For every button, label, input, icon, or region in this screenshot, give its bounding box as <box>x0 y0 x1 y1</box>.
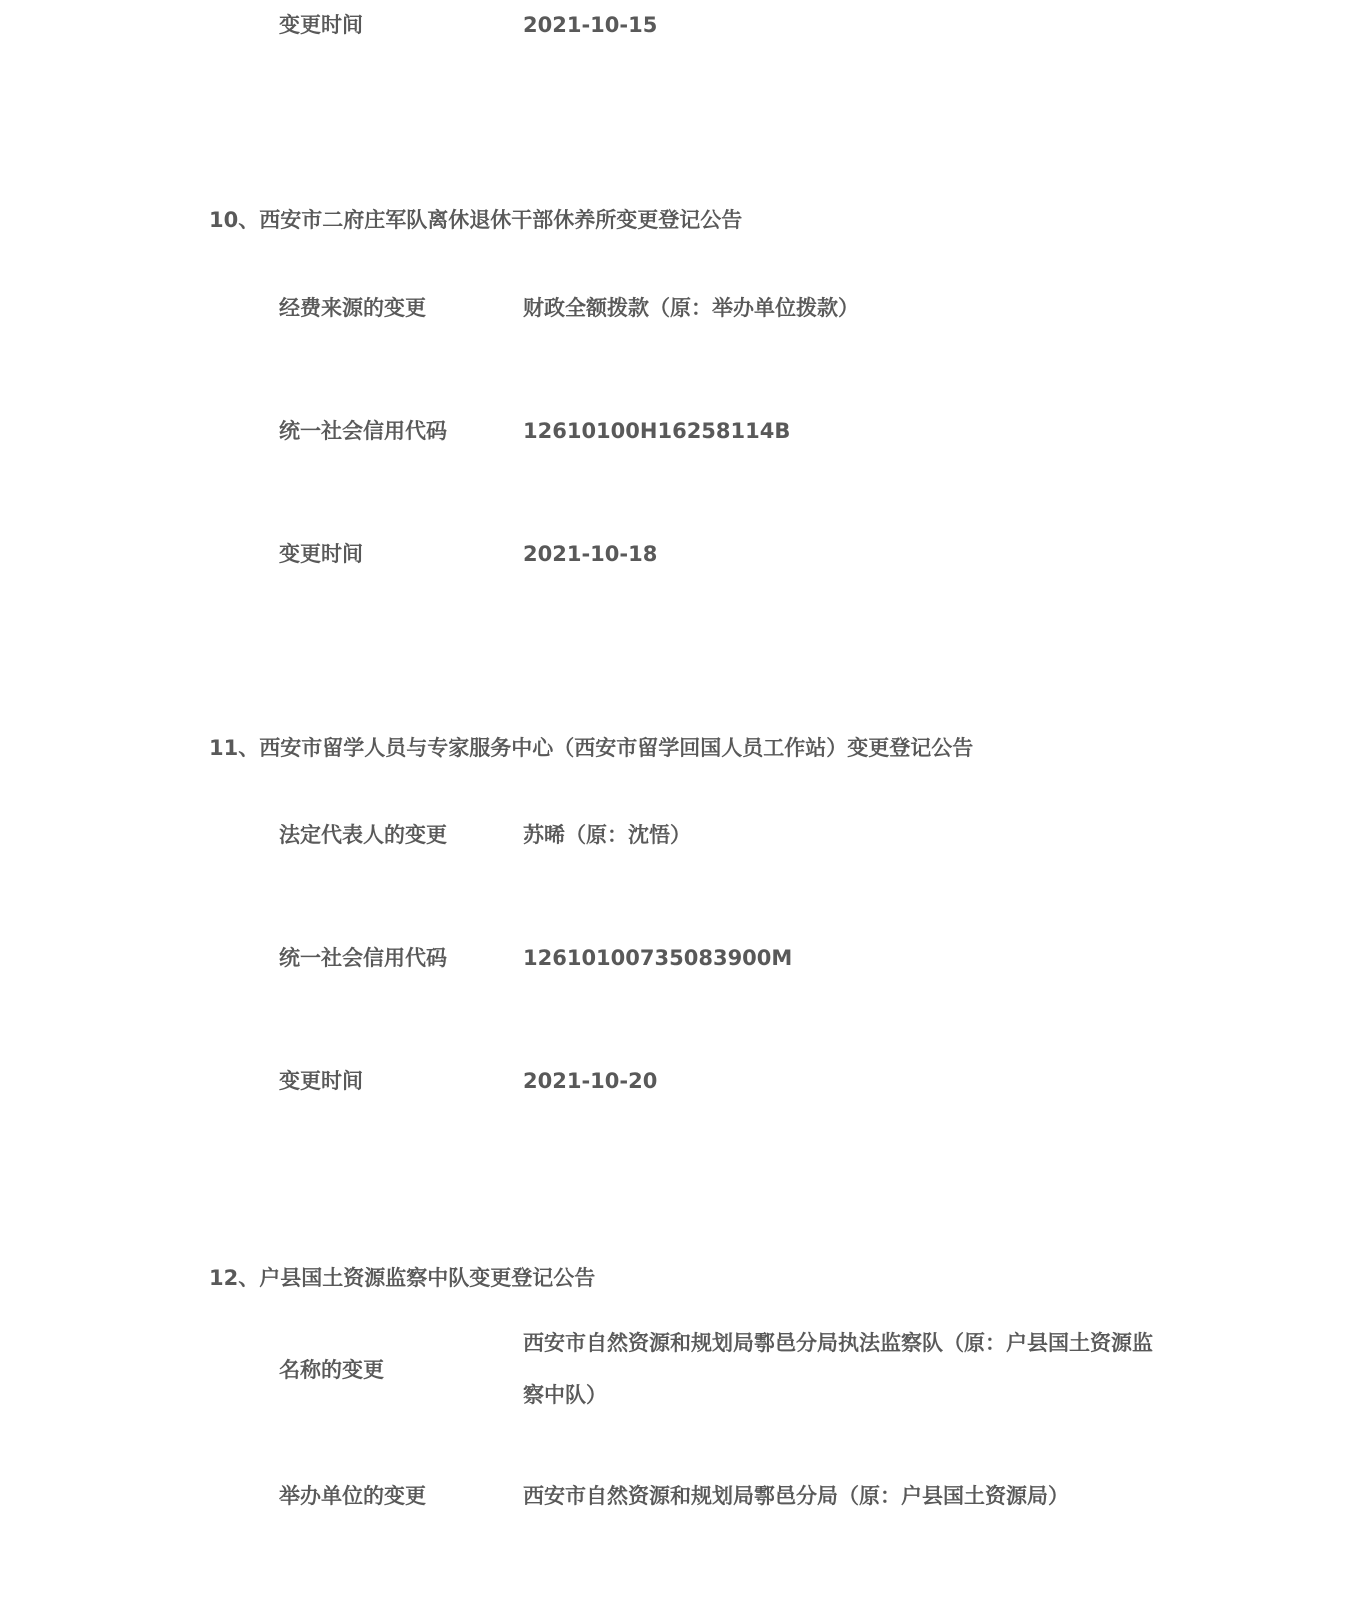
section-heading: 11、西安市留学人员与专家服务中心（西安市留学回国人员工作站）变更登记公告 <box>209 736 974 760</box>
row-label: 变更时间 <box>279 1069 363 1093</box>
row-label: 变更时间 <box>279 542 363 566</box>
row-value: 2021-10-15 <box>523 13 658 37</box>
row-value: 财政全额拨款（原：举办单位拨款） <box>523 296 859 320</box>
row-label: 举办单位的变更 <box>279 1484 426 1508</box>
row-value: 西安市自然资源和规划局鄠邑分局（原：户县国土资源局） <box>523 1484 1069 1508</box>
row-value: 12610100735083900M <box>523 946 793 970</box>
row-value: 12610100H16258114B <box>523 419 791 443</box>
row-value: 西安市自然资源和规划局鄠邑分局执法监察队（原：户县国土资源监察中队） <box>523 1331 1153 1407</box>
section-heading: 10、西安市二府庄军队离休退休干部休养所变更登记公告 <box>209 208 743 232</box>
row-label: 名称的变更 <box>279 1358 384 1382</box>
section-heading: 12、户县国土资源监察中队变更登记公告 <box>209 1266 596 1290</box>
row-value: 2021-10-20 <box>523 1069 658 1093</box>
row-label: 经费来源的变更 <box>279 296 426 320</box>
row-label: 统一社会信用代码 <box>279 419 447 443</box>
row-label: 变更时间 <box>279 13 363 37</box>
row-label: 法定代表人的变更 <box>279 823 447 847</box>
row-label: 统一社会信用代码 <box>279 946 447 970</box>
row-value: 苏晞（原：沈悟） <box>523 823 691 847</box>
row-value: 2021-10-18 <box>523 542 658 566</box>
